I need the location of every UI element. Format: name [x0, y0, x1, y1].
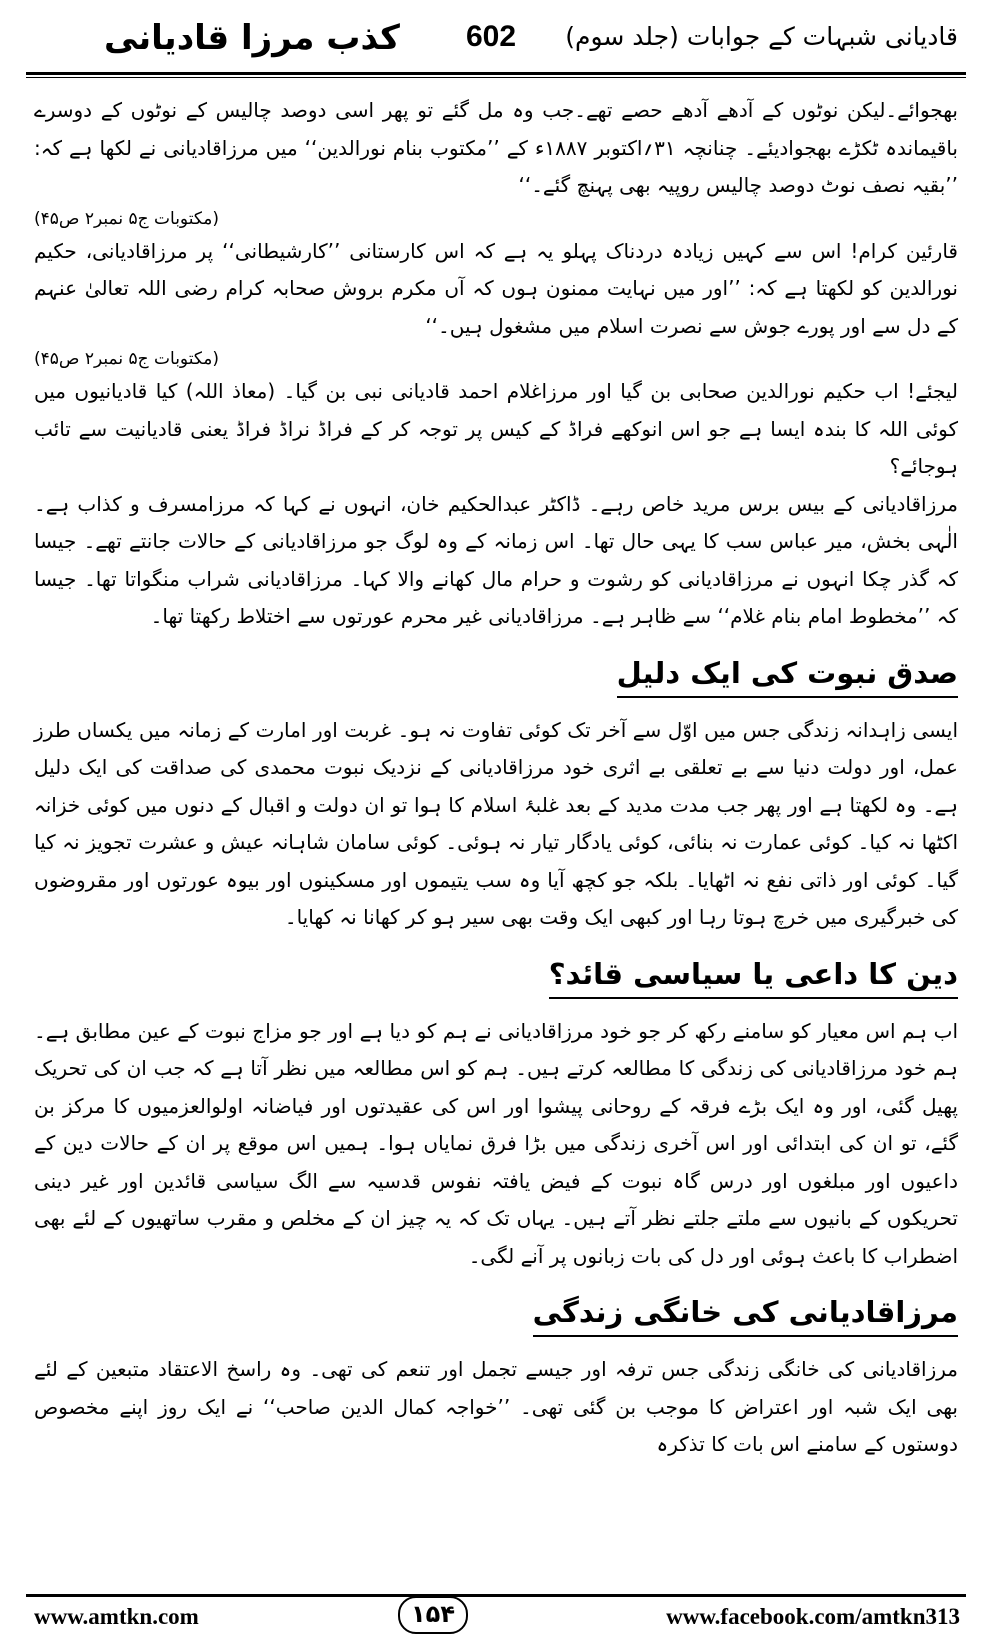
page-body [34, 92, 958, 1464]
page-number: 602 [466, 20, 517, 53]
reference: (مکتوبات ج۵ نمبر۲ ص۴۵) [34, 208, 219, 229]
section-heading: دین کا داعی یا سیاسی قائد؟ [549, 951, 958, 999]
section-heading: مرزاقادیانی کی خانگی زندگی [533, 1289, 958, 1337]
paragraph: بھجوائے۔لیکن نوٹوں کے آدھے آدھے حصے تھے۔جب وہ مل گئے تو پھر اسی دوصد چالیس کے نوٹوں کے دوسرے باقیماندہ ٹکڑے بھجوادیئے۔ چنانچہ ۳۱؍اکتوبر ۱۸۸۷ء کے ’’مکتوب بنام نورالدین‘‘ میں مرزاقادیانی نے لکھا ہے کہ: ’’بقیہ نصف نوٹ دوصد چالیس روپیہ بھی پہنچ گئے۔‘‘ [34, 98, 958, 197]
website-link[interactable]: www.amtkn.com [34, 1604, 199, 1629]
section-heading: صدق نبوت کی ایک دلیل [617, 650, 958, 698]
book-page-number: ۱۵۴ [398, 1596, 468, 1634]
header-rule-thin [26, 77, 966, 78]
paragraph: ایسی زاہدانہ زندگی جس میں اوّل سے آخر تک کوئی تفاوت نہ ہو۔ غربت اور امارت کے زمانہ میں یکساں طرز عمل، اور دولت دنیا سے بے تعلقی بے اثری خود مرزاقادیانی کے نزدیک نبوت محمدی کی صداقت کی ایک دلیل ہے۔ وہ لکھتا ہے اور پھر جب مدت مدید کے بعد غلبۂ اسلام کا ہوا تو ان دولت و اقبال کے دنوں میں کوئی خزانہ اکٹھا نہ کیا۔ کوئی عمارت نہ بنائی، کوئی یادگار تیار نہ ہوئی۔ کوئی سامان شاہانہ عیش و عشرت تجویز نہ کیا گیا۔ کوئی اور ذاتی نفع نہ اٹھایا۔ بلکہ جو کچھ آیا وہ سب یتیموں اور مسکینوں اور بیوہ عورتوں اور مقروضوں کی خبرگیری میں خرچ ہوتا رہا اور کبھی ایک وقت بھی سیر ہو کر کھانا نہ کھایا۔ [34, 717, 958, 929]
page-footer [26, 1600, 966, 1636]
page-header [26, 12, 966, 74]
paragraph: قارئین کرام! اس سے کہیں زیادہ دردناک پہلو یہ ہے کہ اس کارستانی ’’کارشیطانی‘‘ پر مرزاقادیانی، حکیم نورالدین کو لکھتا ہے کہ: ’’اور میں نہایت ممنون ہوں کہ آں مکرم بروش صحابہ کرام رضی اللہ تعالیٰ عنہم کے دل سے اور پورے جوش سے نصرت اسلام میں مشغول ہیں۔‘‘ [34, 238, 958, 338]
facebook-link[interactable]: www.facebook.com/amtkn313 [666, 1604, 960, 1629]
reference: (مکتوبات ج۵ نمبر۲ ص۴۵) [34, 349, 219, 369]
series-title: قادیانی شبہات کے جوابات (جلد سوم) [565, 22, 958, 51]
paragraph: اب ہم اس معیار کو سامنے رکھ کر جو خود مرزاقادیانی نے ہم کو دیا ہے اور جو مزاج نبوت کے عین مطابق ہے۔ ہم خود مرزاقادیانی کی زندگی کا مطالعہ کرتے ہیں۔ ہم کو اس مطالعہ میں نظر آتا ہے کہ جب ان کی تحریک پھیل گئی، اور وہ ایک بڑے فرقہ کے روحانی پیشوا اور اس کی عقیدتوں اور فیاضانہ اولوالعزمیوں کا مرکز بن گئے، تو ان کی ابتدائی اور اس آخری زندگی میں بڑا فرق نمایاں ہوا۔ ہمیں اس موقع پر ان کے حالات دین کے داعیوں اور مبلغوں اور درس گاہ نبوت کے فیض یافتہ نفوس قدسیہ سے الگ سیاسی قائدین اور غیر دینی تحریکوں کے بانیوں سے ملتے جلتے نظر آتے ہیں۔ یہاں تک کہ یہ چیز ان کے مخلص و مقرب ساتھیوں کے لئے بھی اضطراب کا باعث ہوئی اور دل کی بات زبانوں پر آنے لگی۔ [34, 1018, 958, 1268]
paragraph: مرزاقادیانی کے بیس برس مرید خاص رہے۔ ڈاکٹر عبدالحکیم خان، انہوں نے کہا کہ مرزامسرف و کذاب ہے۔ الٰہی بخش، میر عباس سب کا یہی حال تھا۔ اس زمانہ کے وہ لوگ جو مرزاقادیانی کے حالات جانتے تھے۔ جیسا کہ گذر چکا انہوں نے مرزاقادیانی کو رشوت و حرام مال کھانے والا کہا۔ مرزاقادیانی شراب منگواتا تھا۔ جیسا کہ ’’مخطوط امام بنام غلام‘‘ سے ظاہر ہے۔ مرزاقادیانی غیر محرم عورتوں سے اختلاط رکھتا تھا۔ [34, 491, 958, 628]
paragraph: مرزاقادیانی کی خانگی زندگی جس ترفہ اور جیسے تجمل اور تنعم کی تھی۔ وہ راسخ الاعتقاد متبعین کے لئے بھی ایک شبہ اور اعتراض کا موجب بن گئی تھی۔ ’’خواجہ کمال الدین صاحب‘‘ نے ایک روز اپنے مخصوص دوستوں کے سامنے اس بات کا تذکرہ [34, 1357, 958, 1456]
book-title: کذب مرزا قادیانی [104, 18, 400, 58]
footer-rule [26, 1594, 966, 1597]
header-rule [26, 72, 966, 75]
paragraph: لیجئے! اب حکیم نورالدین صحابی بن گیا اور مرزاغلام احمد قادیانی نبی بن گیا۔ (معاذ اللہ) کیا قادیانیوں میں کوئی اللہ کا بندہ ایسا ہے جو اس انوکھے فراڈ کے کیس پر توجہ کر کے فراڈ نراڈ فراڈ یعنی قادیانیت سے تائب ہوجائے؟ [34, 379, 958, 478]
